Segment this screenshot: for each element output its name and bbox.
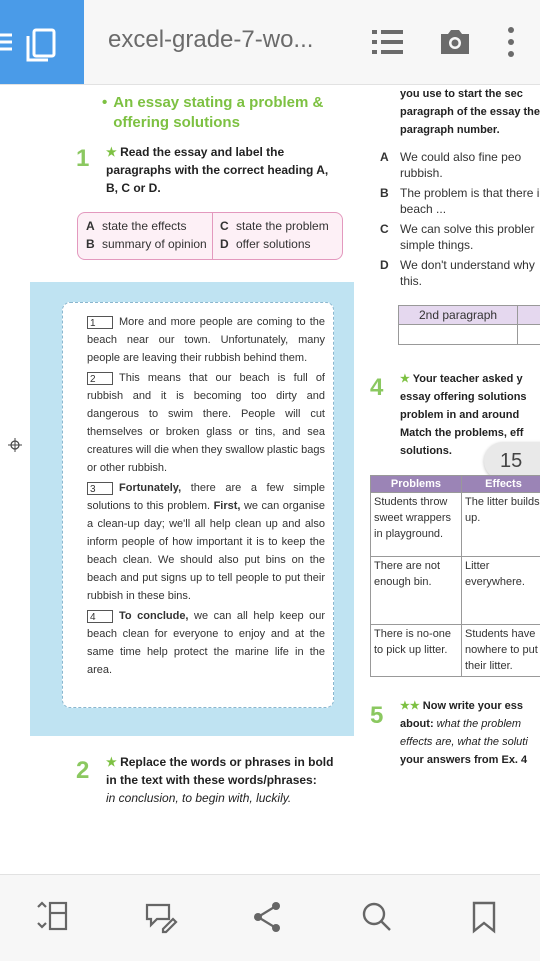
page-number-badge[interactable]: 15 bbox=[484, 442, 540, 480]
exercise-3-instruction: you use to start the sec paragraph of the essay the paragraph number. bbox=[400, 85, 540, 139]
search-icon[interactable] bbox=[359, 899, 395, 935]
star-icon: ★ bbox=[400, 373, 413, 385]
essay-card bbox=[62, 302, 334, 708]
table-cell: Students throw sweet wrappers in playground. bbox=[371, 493, 462, 557]
exercise-2-phrases: in conclusion, to begin with, luckily. bbox=[106, 791, 291, 805]
option-c: C state the problem bbox=[220, 218, 329, 234]
exercise-2-instruction bbox=[106, 753, 338, 807]
choices-list bbox=[380, 149, 540, 289]
essay-paragraph-4: 4 To conclude, we can all help keep our beach clean for everyone to enjoy and at the same time help protect the marine life in the area. bbox=[87, 607, 325, 679]
exercise-4-number: 4 bbox=[370, 374, 383, 402]
crosshair-icon[interactable] bbox=[8, 438, 22, 452]
exercise-2-text: Replace the words or phrases in bold in the text with these words/phrases: bbox=[106, 755, 333, 787]
exercise-1-instruction bbox=[106, 143, 331, 197]
problems-table bbox=[370, 475, 540, 677]
star-icon: ★★ bbox=[400, 700, 423, 712]
option-a: A state the effects bbox=[86, 218, 187, 234]
option-b: B summary of opinion bbox=[86, 236, 207, 252]
option-d: D offer solutions bbox=[220, 236, 311, 252]
essay-background bbox=[30, 282, 354, 736]
menu-pages-button[interactable] bbox=[0, 0, 84, 84]
top-toolbar bbox=[0, 0, 540, 85]
choice-c: C We can solve this probler simple things. bbox=[380, 221, 540, 253]
table-cell: The litter builds up. bbox=[462, 493, 540, 557]
exercise-1-text: Read the essay and label the paragraphs with the correct heading A, B, C or D. bbox=[106, 145, 328, 195]
section-heading: • An essay stating a problem & offering solutions bbox=[102, 93, 333, 133]
choice-a: A We could also fine peo rubbish. bbox=[380, 149, 540, 181]
paragraph-header: 2nd paragraph bbox=[399, 306, 540, 325]
comment-icon[interactable] bbox=[143, 899, 179, 935]
essay-paragraph-2: 2 This means that our beach is full of rubbish and it is becoming too dirty and dangerous to swim there. People will cut themselves or broken glass or tins, and sea creatures will die when they swallow plastic bags or other rubbish. bbox=[87, 369, 325, 477]
essay-paragraph-3: 3 Fortunately, there are a few simple solutions to this problem. First, we can organise a clean-up day; we'll all help clean up and also inform people of how important it is to keep the beach clean. We should also put bins on the beach and put signs up to tell people to put their rubbish in these bins. bbox=[87, 479, 325, 605]
choice-b: B The problem is that there i beach ... bbox=[380, 185, 540, 217]
exercise-2-number: 2 bbox=[76, 757, 89, 785]
exercise-5-instruction: ★★ Now write your ess about: what the problem effects are, what the soluti your answers from Ex. 4 bbox=[400, 697, 540, 769]
camera-icon[interactable] bbox=[437, 24, 473, 60]
more-icon[interactable] bbox=[493, 24, 529, 60]
essay-paragraph-1: 1 More and more people are coming to the beach near our town. Unfortunately, many people are leaving their rubbish behind them. bbox=[87, 313, 325, 367]
choice-d: D We don't understand why this. bbox=[380, 257, 540, 289]
table-cell: There is no-one to pick up litter. bbox=[371, 625, 462, 677]
table-cell: Litter everywhere. bbox=[462, 557, 540, 625]
table-cell: There are not enough bin. bbox=[371, 557, 462, 625]
header-problems: Problems bbox=[371, 476, 462, 493]
star-icon: ★ bbox=[106, 755, 120, 769]
headings-box bbox=[77, 212, 343, 260]
pages-icon bbox=[0, 0, 84, 84]
bottom-toolbar bbox=[0, 874, 540, 961]
fit-width-icon[interactable] bbox=[34, 899, 70, 935]
exercise-4-text: Your teacher asked y essay offering solutions problem in and around Match the problems, eff solutions. bbox=[400, 373, 527, 457]
share-icon[interactable] bbox=[250, 899, 286, 935]
paragraph-answer-table bbox=[398, 305, 540, 345]
bookmark-icon[interactable] bbox=[466, 899, 502, 935]
exercise-5-number: 5 bbox=[370, 702, 383, 730]
section-heading-text: An essay stating a problem & offering solutions bbox=[113, 93, 333, 133]
star-icon: ★ bbox=[106, 145, 120, 159]
list-icon[interactable] bbox=[370, 24, 406, 60]
exercise-1-number: 1 bbox=[76, 145, 89, 173]
table-cell: Students have nowhere to put their litter. bbox=[462, 625, 540, 677]
header-effects: Effects bbox=[462, 476, 540, 493]
document-title: excel-grade-7-wo... bbox=[108, 26, 313, 54]
document-page bbox=[0, 85, 540, 873]
